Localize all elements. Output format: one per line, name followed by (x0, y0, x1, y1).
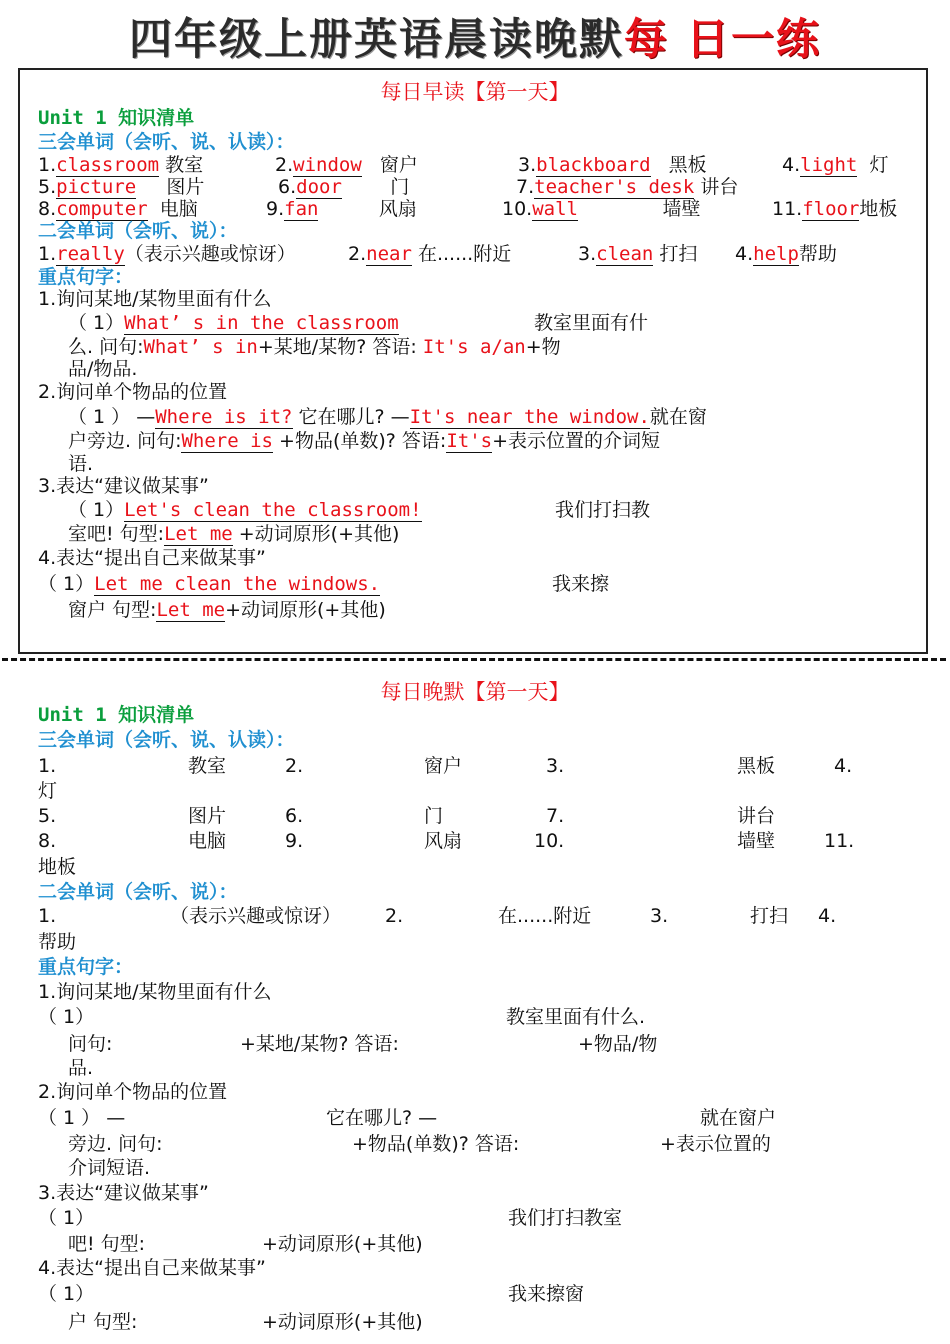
m-word-6: 6.door 门 (278, 176, 410, 198)
m-word-5: 5.picture 图片 (38, 176, 205, 198)
m-s2-head: 2.询问单个物品的位置 (38, 381, 228, 403)
e-s1-head: 1.询问某地/某物里面有什么 (38, 981, 272, 1003)
evening-unit: Unit 1 知识清单 (38, 704, 195, 726)
e-num-8: 8. (38, 830, 57, 852)
m-s4-line2: 窗户 句型:Let me+动词原形(+其他) (68, 599, 386, 621)
e-s2-mid: 它在哪儿? — (326, 1107, 438, 1129)
m-s2-line1: （ 1 ） —Where is it? 它在哪儿? —It's near the window.就在窗 (68, 406, 707, 428)
m-word-3: 3.blackboard 黑板 (518, 154, 707, 176)
e-num-7: 7. (546, 805, 565, 827)
e-cn-3: 黑板 (737, 755, 776, 777)
e-s3-cn: 我们打扫教室 (508, 1207, 623, 1229)
m-word-4: 4.light 灯 (782, 154, 889, 176)
e-s2-l2b: +物品(单数)? 答语: (352, 1133, 520, 1155)
m-two-1: 1.really（表示兴趣或惊讶） (38, 243, 296, 265)
m-s1-line1: （ 1）What’ s in the classroom (68, 312, 399, 334)
e-two-num-1: 1. (38, 905, 57, 927)
m-word-11: 11.floor地板 (772, 198, 898, 220)
morning-two-title: 二会单词（会听、说）： (38, 220, 238, 242)
evening-two-title: 二会单词（会听、说）： (38, 881, 238, 903)
m-s1-cn: 教室里面有什 (534, 312, 649, 334)
title-main: 四年级上册英语晨读晚默 (129, 15, 624, 65)
e-two-cn-4: 帮助 (38, 931, 77, 953)
e-cn-4: 灯 (38, 780, 58, 802)
e-s1-num: （ 1） (38, 1006, 95, 1028)
m-two-4: 4.help帮助 (735, 243, 837, 265)
m-word-10: 10.wall 墙壁 (502, 198, 701, 220)
e-cn-8: 电脑 (188, 830, 227, 852)
e-s2-l2c: +表示位置的 (660, 1133, 771, 1155)
m-s4-head: 4.表达“提出自己来做某事” (38, 547, 266, 569)
m-s4-cn: 我来擦 (552, 573, 610, 595)
m-word-8: 8.computer 电脑 (38, 198, 198, 220)
morning-key-title: 重点句字： (38, 266, 134, 288)
e-s2-num: （ 1 ） — (38, 1107, 126, 1129)
e-num-2: 2. (285, 755, 304, 777)
page-title (0, 6, 950, 67)
m-s3-head: 3.表达“建议做某事” (38, 475, 209, 497)
e-s1-l2a: 问句: (68, 1033, 113, 1055)
e-s1-l3: 品. (68, 1057, 94, 1079)
e-s4-l2b: +动词原形(+其他) (262, 1311, 423, 1333)
m-two-3: 3.clean 打扫 (578, 243, 698, 265)
m-s3-line2: 室吧! 句型:Let me +动词原形(+其他) (68, 523, 400, 545)
e-cn-7: 讲台 (737, 805, 776, 827)
e-s1-l2b: +某地/某物? 答语: (240, 1033, 399, 1055)
m-s1-head: 1.询问某地/某物里面有什么 (38, 288, 272, 310)
e-num-6: 6. (285, 805, 304, 827)
e-cn-9: 风扇 (424, 830, 463, 852)
e-cn-1: 教室 (188, 755, 227, 777)
m-s4-line1: （ 1）Let me clean the windows. (38, 573, 381, 595)
morning-three-title: 三会单词（会听、说、认读）： (38, 131, 295, 153)
m-two-2: 2.near 在......附近 (348, 243, 512, 265)
e-s3-head: 3.表达“建议做某事” (38, 1182, 209, 1204)
e-cn-6: 门 (424, 805, 444, 827)
e-s2-l2a: 旁边. 问句: (68, 1133, 163, 1155)
e-two-cn-2: 在......附近 (498, 905, 592, 927)
e-s2-head: 2.询问单个物品的位置 (38, 1081, 228, 1103)
e-two-num-2: 2. (385, 905, 404, 927)
e-num-3: 3. (546, 755, 565, 777)
e-s3-num: （ 1） (38, 1207, 95, 1229)
e-s1-l2c: +物品/物 (578, 1033, 658, 1055)
e-s2-tail: 就在窗户 (700, 1107, 777, 1129)
m-s3-cn: 我们打扫教 (555, 499, 651, 521)
e-num-9: 9. (285, 830, 304, 852)
e-cn-2: 窗户 (424, 755, 463, 777)
e-num-5: 5. (38, 805, 57, 827)
e-s4-cn: 我来擦窗 (508, 1283, 585, 1305)
e-s3-l2a: 吧! 句型: (68, 1233, 146, 1255)
e-num-4: 4. (834, 755, 853, 777)
m-s2-line3: 语. (68, 453, 94, 475)
e-cn-5: 图片 (188, 805, 227, 827)
e-s4-head: 4.表达“提出自己来做某事” (38, 1257, 266, 1279)
m-s3-line1: （ 1）Let's clean the classroom! (68, 499, 422, 521)
m-s1-line2: 么. 问句:What’ s in+某地/某物? 答语: It's a/an+物 (68, 336, 561, 358)
e-s2-l3: 介词短语. (68, 1157, 151, 1179)
evening-heading: 每日晚默【第一天】 (380, 680, 570, 704)
m-s1-line3: 品/物品. (68, 358, 138, 380)
m-word-9: 9.fan 风扇 (266, 198, 417, 220)
e-two-cn-3: 打扫 (750, 905, 789, 927)
e-cn-10: 墙壁 (737, 830, 776, 852)
e-two-cn-1: （表示兴趣或惊讶） (170, 905, 342, 927)
e-num-11: 11. (824, 830, 855, 852)
morning-unit: Unit 1 知识清单 (38, 107, 195, 129)
e-s4-num: （ 1） (38, 1283, 95, 1305)
morning-heading: 每日早读【第一天】 (380, 80, 570, 104)
e-two-num-4: 4. (818, 905, 837, 927)
e-s4-l2a: 户 句型: (68, 1311, 138, 1333)
evening-three-title: 三会单词（会听、说、认读）： (38, 729, 295, 751)
section-divider (2, 658, 946, 661)
e-s3-l2b: +动词原形(+其他) (262, 1233, 423, 1255)
m-word-1: 1.classroom 教室 (38, 154, 204, 176)
m-s2-line2: 户旁边. 问句:Where is +物品(单数)? 答语:It's+表示位置的介词短 (68, 430, 661, 452)
e-s1-cn: 教室里面有什么. (506, 1006, 646, 1028)
evening-key-title: 重点句字： (38, 956, 134, 978)
e-cn-11: 地板 (38, 856, 77, 878)
e-num-10: 10. (534, 830, 565, 852)
title-tag: 每 日一练 (624, 15, 821, 65)
e-two-num-3: 3. (650, 905, 669, 927)
m-word-2: 2.window 窗户 (275, 154, 418, 176)
e-num-1: 1. (38, 755, 57, 777)
m-word-7: 7.teacher's desk 讲台 (516, 176, 739, 198)
